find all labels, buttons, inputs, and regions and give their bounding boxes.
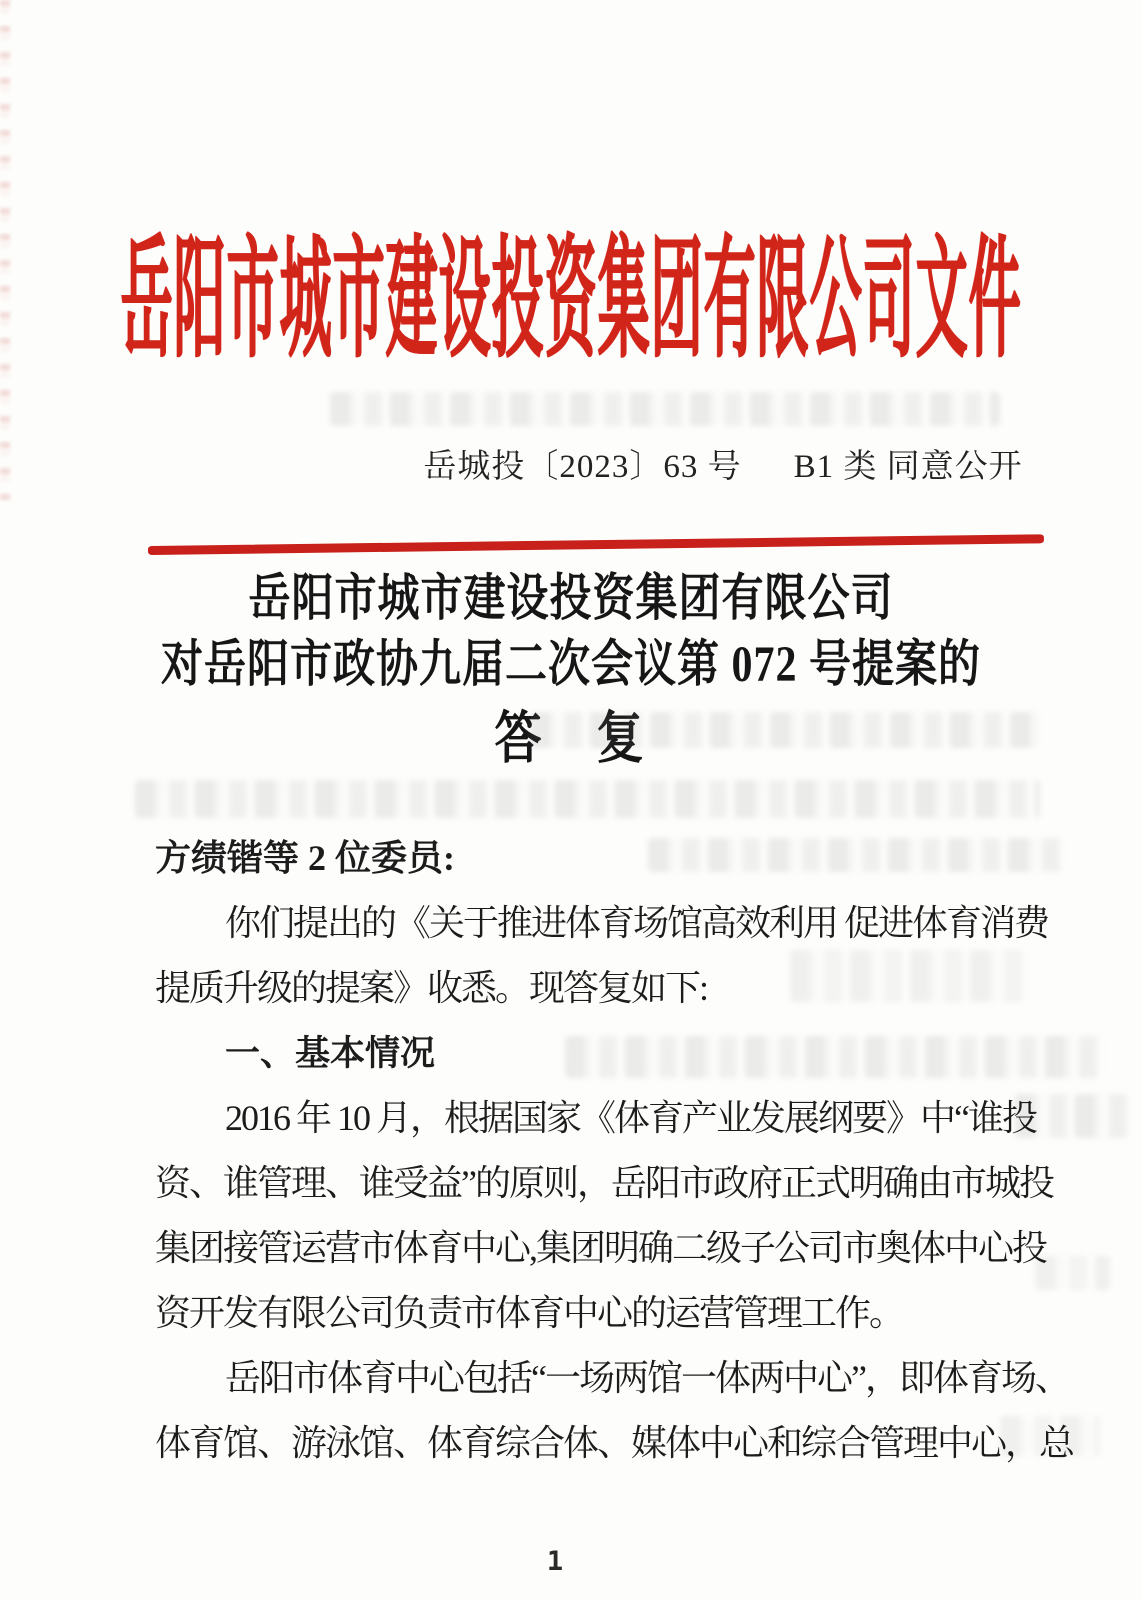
doc-number-row <box>152 440 1142 486</box>
body-text <box>155 826 1074 1476</box>
body-line: 2016 年 10 月，根据国家《体育产业发展纲要》中“谁投 <box>225 1098 1036 1138</box>
section-heading: 一、基本情况 <box>225 1034 436 1073</box>
doc-number: 岳城投〔2023〕63 号 <box>423 448 742 485</box>
doc-title-line3: 答 复 <box>494 707 648 770</box>
letterhead-org-title-text: 岳阳市城市建设投资集团有限公司文件 <box>120 229 1022 375</box>
doc-title-line2: 对岳阳市政协九届二次会议第 072 号提案的 <box>160 638 981 694</box>
bleedthrough-artifact <box>135 780 1040 818</box>
page-number: 1 <box>546 1546 564 1577</box>
doc-classification: B1 类 同意公开 <box>793 448 1023 485</box>
body-line: 集团接管运营市体育中心,集团明确二级子公司市奥体中心投 <box>155 1228 1047 1268</box>
body-line: 你们提出的《关于推进体育场馆高效利用 促进体育消费 <box>225 903 1049 943</box>
body-line: 体育馆、游泳馆、体育综合体、媒体中心和综合管理中心，总 <box>155 1423 1074 1463</box>
body-line: 岳阳市体育中心包括“一场两馆一体两中心”，即体育场、 <box>225 1358 1069 1398</box>
salutation: 方绩锴等 2 位委员: <box>155 838 455 878</box>
doc-title-line1: 岳阳市城市建设投资集团有限公司 <box>248 572 894 628</box>
body-line: 资开发有限公司负责市体育中心的运营管理工作。 <box>155 1293 904 1333</box>
red-rule-divider <box>148 534 1044 555</box>
letterhead-org-title <box>0 212 1142 375</box>
body-line: 提质升级的提案》收悉。现答复如下: <box>155 968 708 1008</box>
bleedthrough-artifact <box>330 392 1000 426</box>
doc-title <box>0 560 1142 770</box>
body-line: 资、谁管理、谁受益”的原则，岳阳市政府正式明确由市城投 <box>155 1163 1053 1203</box>
